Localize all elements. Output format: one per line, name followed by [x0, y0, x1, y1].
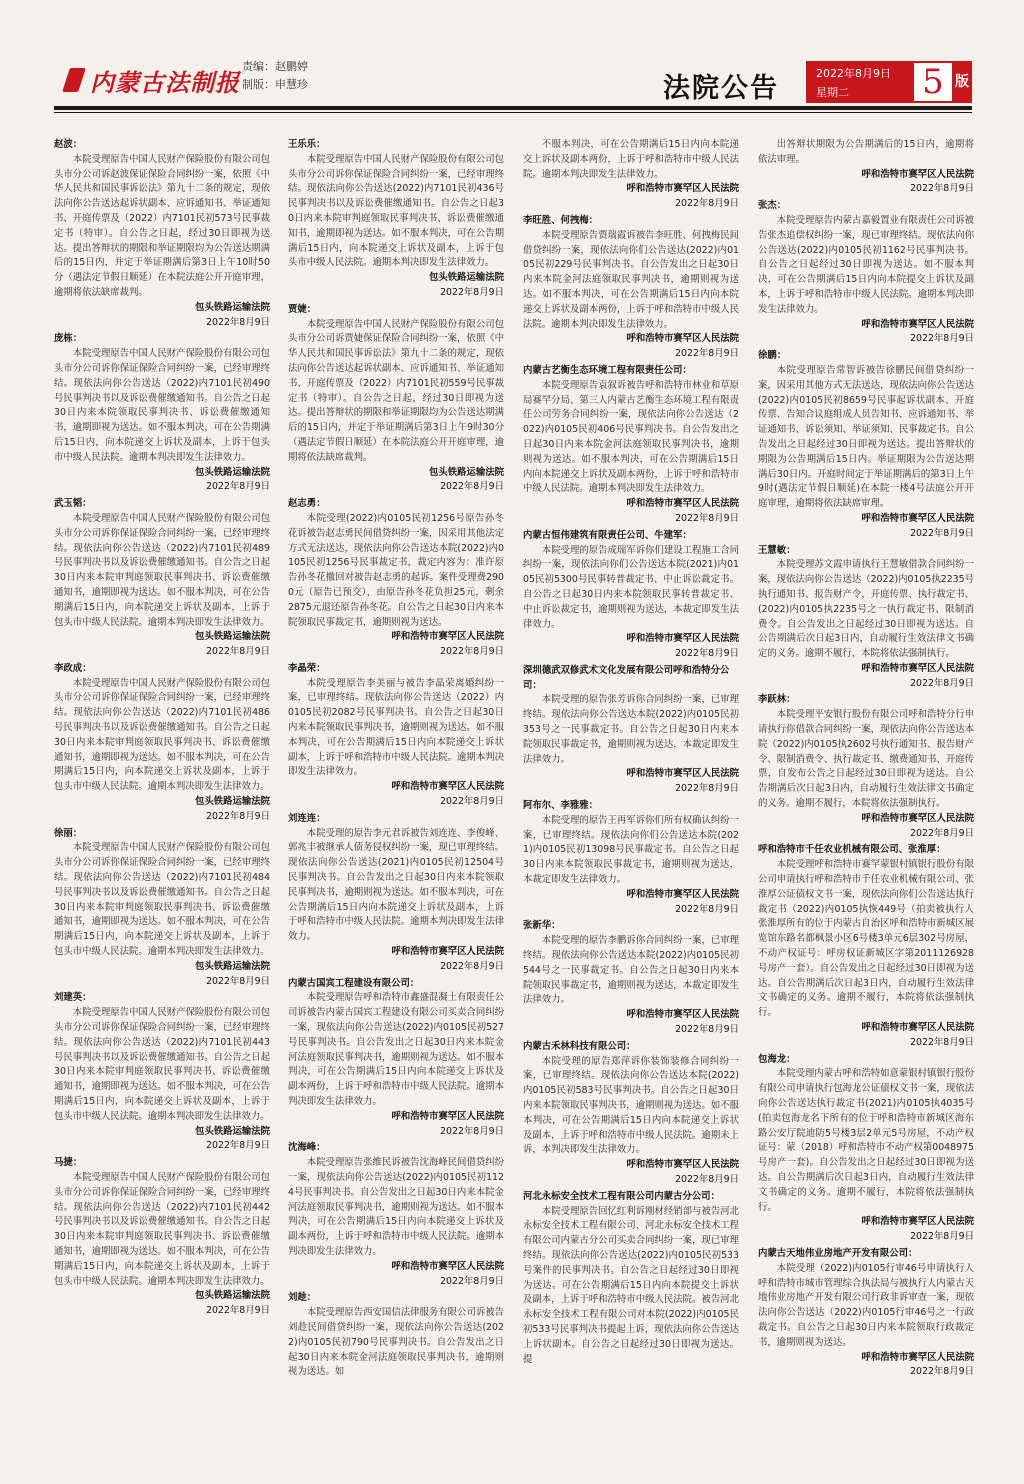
notice-court: 呼和浩特市赛罕区人民法院	[861, 168, 974, 180]
notice-court: 呼和浩特市赛罕区人民法院	[626, 888, 739, 900]
notice-party: 张杰：	[758, 200, 787, 212]
notice-party: 张新华：	[523, 920, 561, 932]
court-notice	[523, 919, 739, 1037]
notice-court: 呼和浩特市赛罕区人民法院	[861, 1022, 974, 1034]
issue-date-box	[806, 61, 916, 103]
notice-body: 本院受理的原告王再军诉你们所有权确认纠纷一案，已审理终结。现依法向你们公告送达本院(2021)内0105民初13098号民事裁定书。自公告之日起30日内来本院领取民事裁定书，逾期则视为送达，本裁定即发生法律效力。	[523, 814, 739, 886]
notice-court: 包头铁路运输法院	[194, 796, 270, 808]
column-1	[54, 138, 270, 1478]
notice-court: 呼和浩特市赛罕区人民法院	[861, 318, 974, 330]
notice-court: 呼和浩特市赛罕区人民法院	[861, 1351, 974, 1363]
header-rule-thin	[54, 112, 972, 113]
notice-party: 刘连连：	[288, 812, 326, 824]
notice-court: 呼和浩特市赛罕区人民法院	[626, 633, 739, 645]
notice-party: 内蒙古天地伟业房地产开发有限公司：	[758, 1247, 918, 1259]
issue-weekday: 星期二	[816, 86, 849, 99]
notice-date: 2022年8月9日	[206, 975, 270, 987]
notice-body: 本院受理原告张维民诉被告沈海峰民间借贷纠纷一案，现依法向你公告送达(2022)内0105民初1124号民事判决书。自公告发出之日起30日内来本院金河法庭领取民事判决书，逾期则视为送达。如不服本判决，可在公告期满后15日内向本院递交上诉状及副本两份，上诉于呼和浩特市中级人民法院。逾期本判决即发生法律效力。	[288, 1157, 504, 1257]
notice-date: 2022年8月9日	[675, 348, 739, 360]
notice-party: 河北永标安全技术工程有限公司内蒙古分公司：	[523, 1190, 720, 1202]
notice-court: 呼和浩特市赛罕区人民法院	[626, 1009, 739, 1021]
notice-body: 不服本判决，可在公告期满后15日内向本院递交上诉状及副本两份，上诉于呼和浩特市中级人民法院。逾期本判决即发生法律效力。	[523, 139, 739, 180]
notice-date: 2022年8月9日	[206, 316, 270, 328]
notice-court: 呼和浩特市赛罕区人民法院	[626, 498, 739, 510]
notice-date: 2022年8月9日	[675, 648, 739, 660]
notice-date: 2022年8月9日	[206, 646, 270, 658]
court-notice	[523, 664, 739, 797]
notice-date: 2022年8月9日	[910, 1036, 974, 1048]
notice-body: 本院受理的原告张芳诉你合同纠纷一案，已审理终结。现依法向你公告送达本院(2022)内0105民初353号之一民事裁定书。自公告之日起30日内来本院领取民事裁定书，逾期则视为送达，本裁定即发生法律效力。	[523, 694, 739, 765]
notice-court: 呼和浩特市赛罕区人民法院	[626, 183, 739, 195]
notice-party: 深圳德武双修武术文化发展有限公司呼和浩特分公司：	[523, 664, 730, 691]
notice-court: 呼和浩特市赛罕区人民法院	[861, 1216, 974, 1228]
notice-date: 2022年8月9日	[675, 1024, 739, 1036]
notice-date: 2022年8月9日	[675, 903, 739, 915]
notice-court: 呼和浩特市赛罕区人民法院	[626, 333, 739, 345]
notice-body: 本院受理（2022)内0105行审46号申请执行人呼和浩特市城市管理综合执法局与被执行人内蒙古天地伟业房地产开发有限公司行政非诉审查一案，现依法向你公告送达（2022)内0105行审46号之一行政裁定书。自公告之日起30日内来本院领取行政裁定书，逾期则视为送达。	[758, 1262, 974, 1348]
notice-date: 2022年8月9日	[910, 333, 974, 345]
court-notice	[54, 497, 270, 660]
notice-date: 2022年8月9日	[910, 677, 974, 689]
notice-body: 本院受理原告中国人民财产保险股份有限公司包头市分公司诉你保证保险合同纠纷一案，已经审理终结。现依法向你公告送达(2022)内7101民初436号民事判决书以及诉讼费催缴通知书。自公告之日起30日内来本院审判庭领取民事判决书、诉讼费催缴通知书，逾期即视为送达。如不服本判决，可在公告期满后15日内，向本院递交上诉状及副本，上诉于包头市中级人民法院。逾期本判决即发生法律效力。	[288, 153, 504, 269]
court-notice	[758, 349, 974, 541]
court-notice	[288, 497, 504, 660]
notice-body: 本院受理的原告李鹏诉你合同纠纷一案，已审理终结。现依法向你公告送达本院(2022)内0105民初544号之一民事裁定书。自公告之日起30日内来本院领取民事裁定书，逾期则视为送达，本裁定即发生法律效力。	[523, 935, 739, 1006]
layout-editor-name: 制版：申慧珍	[242, 78, 308, 91]
notice-party: 武玉韬：	[54, 498, 92, 510]
notice-date: 2022年8月9日	[440, 481, 504, 493]
notice-body: 本院受理的原告郑萍诉你装饰装修合同纠纷一案，已审理终结。现依法向你公告送达本院(2022)内0105民初583号民事判决书。自公告之日起30日内来本院领取民事判决书，逾期则视为送达。如不服本判决，可在公告期满后15日内向本院递交上诉状及副本，上诉于呼和浩特市中级人民法院。逾期未上诉，本判决即发生法律效力。	[523, 1055, 739, 1156]
notice-court: 呼和浩特市赛罕区人民法院	[391, 1260, 504, 1272]
notice-court: 包头铁路运输法院	[194, 960, 270, 972]
logo-text: 内蒙古法制报	[90, 67, 240, 97]
notice-date: 2022年8月9日	[206, 1140, 270, 1152]
section-title: 法院公告	[663, 73, 779, 104]
court-notice	[758, 199, 974, 347]
notice-date: 2022年8月9日	[675, 198, 739, 210]
court-notice	[758, 843, 974, 1050]
notice-date: 2022年8月9日	[675, 783, 739, 795]
court-notice	[758, 1053, 974, 1245]
notice-party: 包海龙：	[758, 1053, 796, 1065]
notice-party: 赵波：	[54, 139, 83, 150]
notice-court: 呼和浩特市赛罕区人民法院	[861, 662, 974, 674]
notice-court: 包头铁路运输法院	[428, 272, 504, 284]
notice-date: 2022年8月9日	[440, 286, 504, 298]
header-rule	[54, 106, 972, 110]
notice-body: 本院受理原告中国人民财产保险股份有限公司包头市分公司诉你保证保险合同纠纷一案，已经审理终结。现依法向你公告送达（2022)内7101民初443号民事判决书以及诉讼费催缴通知书。自公告之日起30日内来本院审判庭领取民事判决书、诉讼费催缴通知书，逾期即视为送达。如不服本判决，可在公告期满后15日内，向本院递交上诉状及副本，上诉于包头市中级人民法院。逾期本判决即发生法律效力。	[54, 1007, 270, 1122]
notice-body: 本院受理原告中国人民财产保险股份有限公司包头市分公司诉你保证保险合同纠纷一案，已经审理终结。现依法向你公告送达（2022)内7101民初486号民事判决书以及诉讼费催缴通知书。自公告之日起30日内来本院审判庭领取民事判决书、诉讼费催缴通知书，逾期即视为送达。如不服本判决，可在公告期满后15日内，向本院递交上诉状及副本，上诉于包头市中级人民法院。逾期本判决即发生法律效力。	[54, 677, 270, 793]
court-notice	[523, 1040, 739, 1188]
notice-body: 本院受理(2022)内0105民初1256号原告孙冬花诉被告赵志勇民间借贷纠纷一案，因采用其他法定方式无法送达，现依法向你公告送达本院(2022)内0105民初1256号民事裁定书，裁定内容为：准许原告孙冬花撤回对被告赵志勇的起诉。案件受理费2900元（原告已预交），由原告孙冬花负担25元，剩余2875元退还原告孙冬花。自公告之日起30日内来本院领取民事裁定书，逾期则视为送达。	[288, 512, 504, 628]
court-notice	[758, 1247, 974, 1380]
editor-credits	[242, 58, 308, 94]
notice-date: 2022年8月9日	[206, 481, 270, 493]
page-label: 版	[952, 61, 972, 103]
notice-party: 王乐乐：	[288, 139, 326, 150]
notice-party: 王慧敏：	[758, 544, 796, 556]
notice-date: 2022年8月9日	[910, 527, 974, 539]
court-notice	[288, 812, 504, 975]
notice-court: 呼和浩特市赛罕区人民法院	[861, 512, 974, 524]
court-notice	[54, 991, 270, 1154]
notice-body: 本院受理原告贾瑞霞诉被告李旺胜、何拽梅民间借贷纠纷一案，现依法向你们公告送达(2022)内0105民初229号民事判决书。自公告发出之日起30日内来本院金河法庭领取民事判决书，逾期则视为送达。如不服本判决，可在公告期满后15日内向本院递交上诉状及副本两份，上诉于呼和浩特市中级人民法院。逾期本判决即发生法律效力。	[523, 229, 739, 330]
notice-party: 马捷：	[54, 1157, 83, 1169]
notice-court: 呼和浩特市赛罕区人民法院	[391, 946, 504, 958]
page-number: 5	[912, 61, 954, 103]
notice-court: 呼和浩特市赛罕区人民法院	[626, 1159, 739, 1171]
notice-party: 刘建英：	[54, 992, 92, 1004]
notice-party: 阿布尔、李雅雅：	[523, 800, 599, 812]
court-notice	[523, 138, 739, 212]
notice-date: 2022年8月9日	[206, 1305, 270, 1317]
notice-party: 庞栋：	[54, 333, 83, 345]
notice-court: 包头铁路运输法院	[194, 631, 270, 643]
notice-body: 本院受理的原告成瑞军诉你们建设工程施工合同纠纷一案，现依法向你们公告送达本院(2021)内0105民初5300号民事转普裁定书、中止诉讼裁定书。自公告之日起30日内来本院领取民事转普裁定书、中止诉讼裁定书，逾期则视为送达，本裁定即发生法律效力。	[523, 544, 739, 630]
notice-body: 出答辩状期限为公告期满后的15日内，逾期将依法审理。	[758, 139, 974, 165]
court-notice	[523, 214, 739, 362]
court-notice	[523, 529, 739, 662]
notice-party: 内蒙古艺衡生态环境工程有限责任公司：	[523, 364, 692, 376]
editor-name: 责编：赵鹏婷	[242, 60, 308, 73]
court-notice	[54, 827, 270, 990]
court-notice	[54, 662, 270, 825]
notice-court: 包头铁路运输法院	[194, 1125, 270, 1137]
notice-court: 呼和浩特市赛罕区人民法院	[391, 631, 504, 643]
notice-date: 2022年8月9日	[675, 1173, 739, 1185]
court-notice	[288, 1141, 504, 1289]
notice-body: 本院受理原告西安国信法律服务有限公司诉被告刘趁民间借贷纠纷一案，现依法向你公告送达(2022)内0105民初790号民事判决书。自公告发出之日起30日内来本院金河法庭领取民事判决书，逾期则视为送达。如	[288, 1307, 504, 1378]
notice-party: 李晶荣：	[288, 662, 326, 674]
notice-body: 本院受理内蒙古呼和浩特如意蒙银村镇银行股份有限公司申请执行包海龙公证债权文书一案，现依法向你公告送达执行裁定书(2021)内0105执4035号(拍卖包海龙名下所有的位于呼和浩特市新城区海东路公安厅院迪防5号楼3层2单元5号房屋，不动产权证号：蒙（2018）呼和浩特市不动产权第0048975号房产一套)。自公告发出之日起经过30日即视为送达。自公告期满后次日起3日内，自动履行生效法律文书确定的义务。逾期不履行，本院将依法强制执行。	[758, 1068, 974, 1213]
notice-body: 本院受理的原告李元君诉被告刘连连、李俊峰、郭兆丰被继承人债务侵权纠纷一案，现已审理终结。现依法向你公告送达(2021)内0105民初12504号民事判决书。自公告发出之日起30日内来本院领取民事判决书，逾期则视为送达。如不服本判决，可在公告期满后15日内向本院递交上诉状及副本，上诉于呼和浩特市中级人民法院。逾期本判决即发生法律效力。	[288, 827, 504, 943]
notice-body: 本院受理苏文霞申请执行王慧敏借款合同纠纷一案，现依法向你公告送达（2022)内0105执2235号执行通知书、报告财产令、开庭传票、执行裁定书、(2022)内0105执2235号之一执行裁定书、限制消费令。自公告发出之日起经过30日即视为送达。自公告期满后次日起3日内，自动履行生效法律文书确定的义务。逾期不履行，本院将依法强制执行。	[758, 559, 974, 660]
notice-party: 内蒙古国宾工程建设有限公司：	[288, 977, 420, 989]
notice-date: 2022年8月9日	[440, 960, 504, 972]
notice-date: 2022年8月9日	[675, 512, 739, 524]
notice-body: 本院受理原告中国人民财产保险股份有限公司包头市分公司诉你保证保险合同纠纷一案，已经审理终结。现依法向你公告送达（2022)内7101民初490号民事判决书以及诉讼费催缴通知书。自公告之日起30日内来本院领取民事判决书、诉讼费催缴通知书，逾期即视为送达。如不服本判决，可在公告期满后15日内，向本院递交上诉状及副本，上诉于包头市中级人民法院。逾期本判决即发生法律效力。	[54, 348, 270, 463]
notice-date: 2022年8月9日	[440, 1275, 504, 1287]
notice-party: 刘趁：	[288, 1292, 317, 1304]
notice-party: 赵志勇：	[288, 498, 326, 510]
notice-body: 本院受理原告中国人民财产保险股份有限公司包头市分公司诉贾婕保证保险合同纠纷一案，依照《中华人民共和国民事诉讼法》第九十二条的规定，现依法向你公告送达起诉状副本、应诉通知书、举证通知书、开庭传票及（2022）内7101民初559号民事裁定书（特审）。自公告之日起，经过30日即视为送达。提出答辩状的期限和举证期限均为公告送达期满后的15日内，并定于举证期满后第3日上午9时30分（遇法定节假日顺延）在本院法庭公开开庭审理，逾期将依法缺席裁判。	[288, 318, 504, 463]
notice-court: 呼和浩特市赛罕区人民法院	[861, 812, 974, 824]
notice-body: 本院受理原告中国人民财产保险股份有限公司包头市分公司诉赵波保证保险合同纠纷一案，依照《中华人民共和国民事诉讼法》第九十二条的规定，现依法向你公告送达起诉状副本、应诉通知书、举证通知书、开庭传票及（2022）内7101民初573号民事裁定书（特审）。自公告之日起，经过30日即视为送达。提出答辩状的期限和举证期限均为公告送达期满后的15日内，并定于举证期满后第3日上午10时50分（遇法定节假日顺延）在本院法庭公开开庭审理，逾期将依法缺席裁判。	[54, 153, 270, 298]
court-notice	[523, 1190, 739, 1368]
court-notice	[523, 364, 739, 527]
notice-party: 贾婕：	[288, 303, 317, 315]
court-notice	[758, 693, 974, 841]
notice-body: 本院受理原告呼和浩特市鑫盛混凝土有限责任公司诉被告内蒙古国宾工程建设有限公司买卖合同纠纷一案，现依法向你公告送达(2022)内0105民初527号民事判决书。自公告发出之日起30日内来本院金河法庭领取民事判决书，逾期则视为送达。如不服本判决，可在公告期满后15日内向本院递交上诉状及副本两份，上诉于呼和浩特市中级人民法院。逾期本判决即发生法律效力。	[288, 992, 504, 1107]
notice-body: 本院受理原告内蒙古嘉毅置业有限责任公司诉被告张杰追偿权纠纷一案，现已审理终结。现依法向你公告送达(2022)内0105民初1162号民事判决书。自公告之日起经过30日即视为送达。如不服本判决，可在公告期满后15日内向本院提交上诉状及副本，上诉于呼和浩特市中级人民法院。逾期本判决即发生法律效力。	[758, 214, 974, 315]
court-notice	[758, 544, 974, 692]
court-notice	[288, 1291, 504, 1380]
notice-court: 呼和浩特市赛罕区人民法院	[391, 1110, 504, 1122]
notice-party: 李跃林：	[758, 694, 796, 706]
notice-body: 本院受理平安银行股份有限公司呼和浩特分行申请执行你借款合同纠纷一案，现依法向你公告送达本院（2022)内0105执2602号执行通知书、报告财产令、限制消费令、执行裁定书、缴费通知书、开庭传票，自发布公告之日起经过30日即视为送达。自公告期满后次日起3日内，自动履行生效法律文书确定的义务。逾期不履行，本院将依法强制执行。	[758, 709, 974, 810]
notice-court: 包头铁路运输法院	[428, 466, 504, 478]
notice-court: 包头铁路运输法院	[194, 1290, 270, 1302]
notice-party: 呼和浩特市千任农业机械有限公司、张淮厚：	[758, 844, 946, 856]
court-notice	[758, 138, 974, 197]
court-notice	[288, 662, 504, 810]
notice-party: 李政成：	[54, 662, 92, 674]
column-2	[288, 138, 504, 1478]
notice-date: 2022年8月9日	[910, 1366, 974, 1378]
notice-date: 2022年8月9日	[440, 796, 504, 808]
notice-court: 包头铁路运输法院	[194, 466, 270, 478]
notice-date: 2022年8月9日	[440, 1125, 504, 1137]
notice-date: 2022年8月9日	[440, 646, 504, 658]
notice-party: 徐鹏：	[758, 350, 787, 362]
notice-body: 本院受理原告回忆红利诉刚材经销部与被告河北永标安全技术工程有限公司、河北永标安全技术工程有限公司内蒙古分公司买卖合同纠纷一案，现已审理终结。现依法向你公告送达(2022)内0105民初533号案件的民事判决书。自公告之日起经过30日即视为送达。可在公告期满后15日内向本院提交上诉状及副本，上诉于呼和浩特市中级人民法院。被告河北永标安全技术工程有限公司对本院(2022)内0105民初533号民事判决书提起上诉，现依法向你公告送达上诉状副本。自公告之日起经过30日即视为送达。提	[523, 1205, 739, 1365]
issue-date: 2022年8月9日	[816, 67, 891, 80]
newspaper-logo	[64, 62, 240, 98]
notice-party: 内蒙古恒伟建筑有限责任公司、牛建军：	[523, 529, 692, 541]
column-4	[758, 138, 974, 1478]
logo-mark-icon	[64, 66, 86, 94]
court-notice	[523, 799, 739, 917]
court-notice	[288, 138, 504, 301]
notice-body: 本院受理原告李美丽与被告李晶荣离婚纠纷一案，已审理终结。现依法向你公告送达（2022）内0105民初2082号民事判决书。自公告之日起30日内来本院领取民事判决书，逾期则视为送达。如不服本判决，可在公告期满后15日内向本院递交上诉状副本，上诉于呼和浩特市中级人民法院。逾期本判决即发生法律效力。	[288, 677, 504, 778]
notice-date: 2022年8月9日	[206, 810, 270, 822]
notice-court: 呼和浩特市赛罕区人民法院	[626, 768, 739, 780]
court-notice	[288, 977, 504, 1140]
court-notice	[54, 1156, 270, 1319]
notice-party: 内蒙古禾林科技有限公司：	[523, 1040, 636, 1052]
notice-date: 2022年8月9日	[910, 1231, 974, 1243]
notice-body: 本院受理原告袁叙诉被告呼和浩特市林业和草原局赛罕分局、第三人内蒙古艺衡生态环境工程有限责任公司劳务合同纠纷一案，现依法向你公告送达（2022)内0105民初406号民事判决书。自公告发出之日起30日内来本院金河法庭领取民事判决书，逾期则视为送达。如不服本判决，可在公告期满后15日内向本院递交上诉状及副本两份，上诉于呼和浩特市中级人民法院。逾期本判决即发生法律效力。	[523, 379, 739, 495]
notice-body: 本院受理原告常智诉被告徐鹏民间借贷纠纷一案，因采用其他方式无法送达，现依法向你公告送达(2022)内0105民初8659号民事起诉状副本、开庭传票、告知合议庭组成人员告知书、应诉通知书、举证通知书、诉讼须知、举证须知、民事裁定书。自公告发出之日起经过30日即视为送达。提出答辩状的期限为公告期满后15日内。举证期限为公告送达期满后30日内。开庭时间定于举证期满后的第3日上午9时(遇法定节假日顺延)在本院一楼4号法庭公开开庭审理，逾期将依法缺席审理。	[758, 364, 974, 510]
notice-body: 本院受理原告中国人民财产保险股份有限公司包头市分公司诉你保证保险合同纠纷一案，已经审理终结。现依法向你公告送达（2022)内7101民初489号民事判决书以及诉讼费催缴通知书。自公告之日起30日内来本院审判庭领取民事判决书、诉讼费催缴通知书，逾期即视为送达。如不服本判决，可在公告期满后15日内，向本院递交上诉状及副本，上诉于包头市中级人民法院。逾期本判决即发生法律效力。	[54, 512, 270, 628]
notice-body: 本院受理原告中国人民财产保险股份有限公司包头市分公司诉你保证保险合同纠纷一案，已经审理终结。现依法向你公告送达（2022)内7101民初484号民事判决书以及诉讼费催缴通知书。自公告之日起30日内来本院审判庭领取民事判决书、诉讼费催缴通知书，逾期即视为送达。如不服本判决，可在公告期满后15日内，向本院递交上诉状及副本，上诉于包头市中级人民法院。逾期本判决即发生法律效力。	[54, 842, 270, 958]
notice-party: 李旺胜、何拽梅：	[523, 214, 599, 226]
notice-court: 呼和浩特市赛罕区人民法院	[391, 781, 504, 793]
notice-body: 本院受理原告中国人民财产保险股份有限公司包头市分公司诉你保证保险合同纠纷一案，已经审理终结。现依法向你公告送达（2022)内7101民初442号民事判决书以及诉讼费催缴通知书。自公告之日起30日内来本院审判庭领取民事判决书、诉讼费催缴通知书，逾期即视为送达。如不服本判决，可在公告期满后15日内，向本院递交上诉状及副本，上诉于包头市中级人民法院。逾期本判决即发生法律效力。	[54, 1171, 270, 1287]
column-3	[523, 138, 739, 1478]
notice-party: 徐丽：	[54, 827, 83, 839]
notice-date: 2022年8月9日	[910, 183, 974, 195]
court-notice	[288, 303, 504, 495]
page-header	[0, 0, 1024, 120]
notice-court: 包头铁路运输法院	[194, 301, 270, 313]
notice-body: 本院受理呼和浩特市赛罕蒙银村镇银行股份有限公司申请执行呼和浩特市千任农业机械有限公司、张淮厚公证债权文书一案，现依法向你们公告送达执行裁定书（2022)内0105执恢449号（拍卖被执行人张淮厚所有的位于内蒙古自治区呼和浩特市新城区展览馆东路名都枫景小区6号楼3单元6层302号房屋，不动产权证号：呼房权证新城区字第2011126928号房产一套）。自公告发出之日起经过30日即视为送达。自公告期满后次日起3日内，自动履行生效法律文书确定的义务。逾期不履行，本院将依法强制执行。	[758, 859, 974, 1019]
notice-date: 2022年8月9日	[910, 827, 974, 839]
notice-party: 沈海峰：	[288, 1142, 326, 1154]
court-notice	[54, 332, 270, 495]
court-notice	[54, 138, 270, 330]
